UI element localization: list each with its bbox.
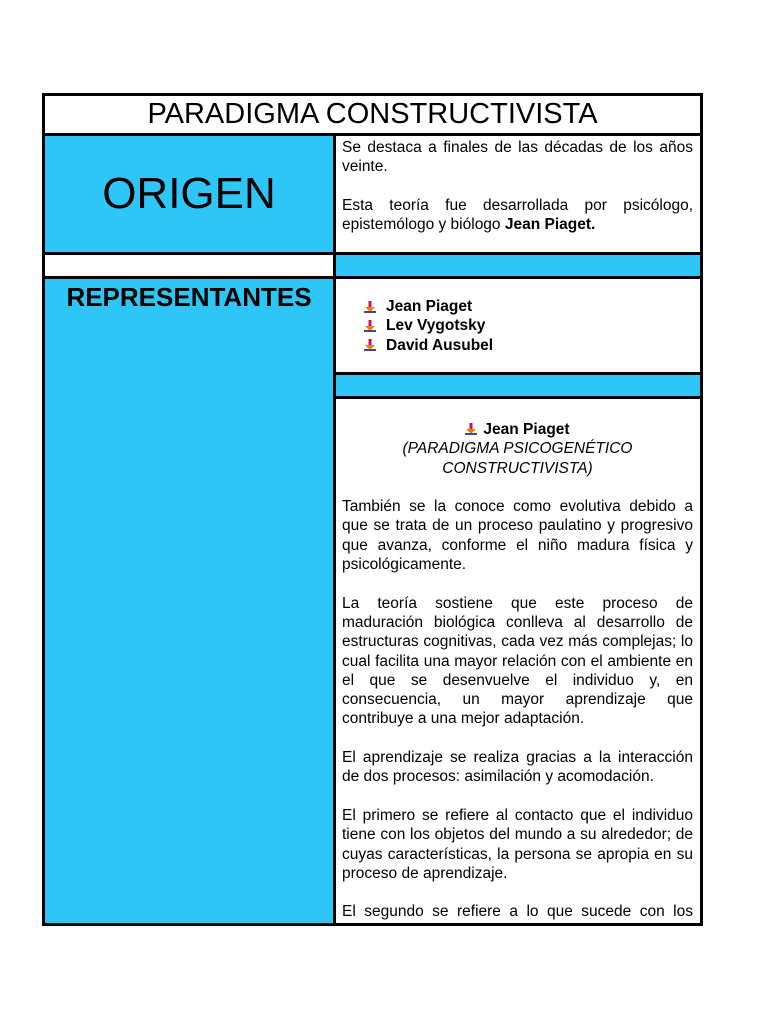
origin-label-cell — [45, 136, 333, 252]
arrow-down-bullet-icon — [364, 320, 376, 332]
arrow-down-bullet-icon — [364, 339, 376, 351]
origin-label: ORIGEN — [102, 169, 276, 218]
piaget-paragraph: La teoría sostiene que este proceso de maduración biológica conlleva al desarrollo de estructuras cognitivas, cada vez más complejas; lo cual facilita una mayor relación con el ambiente en el que se desenvuelve el individuo y, en consecuencia, un mayor aprendizaje que contribuye a una mejor adaptación. — [342, 594, 693, 728]
list-item — [364, 336, 700, 355]
arrow-down-bullet-icon — [364, 301, 376, 313]
piaget-section — [336, 399, 700, 923]
representatives-label-cell — [45, 279, 333, 923]
piaget-heading — [342, 420, 693, 439]
representatives-label: REPRESENTANTES — [66, 282, 312, 312]
piaget-paragraph: El primero se refiere al contacto que el individuo tiene con los objetos del mundo a su alrededor; de cuyas características, la persona se apropia en su proceso de aprendizaje. — [342, 806, 693, 882]
origin-paragraph-2 — [342, 196, 693, 235]
piaget-subtitle: (PARADIGMA PSICOGENÉTICO CONSTRUCTIVISTA) — [402, 440, 633, 477]
origin-paragraph-2-bold: Jean Piaget. — [504, 216, 596, 234]
piaget-heading-label: Jean Piaget — [483, 421, 570, 438]
page-title: PARADIGMA CONSTRUCTIVISTA — [45, 96, 700, 133]
origin-text-cell — [336, 136, 700, 252]
piaget-paragraph: También se la conoce como evolutiva debido a que se trata de un proceso paulatino y progresivo que avanza, conforme el niño madura física y psicológicamente. — [342, 498, 693, 574]
origin-paragraph-1: Se destaca a finales de las décadas de los años veinte. — [342, 139, 693, 176]
spacer-right-cell-2 — [336, 375, 700, 396]
spacer-right-cell — [336, 255, 700, 276]
arrow-down-bullet-icon — [465, 423, 477, 435]
list-item — [364, 316, 700, 335]
list-item-label: Jean Piaget — [386, 298, 473, 315]
piaget-paragraph: El segundo se refiere a lo que sucede con los — [342, 903, 693, 921]
origin-paragraph-2-text: Esta teoría fue desarrollada por psicólogo, epistemólogo y biólogo — [342, 196, 693, 234]
list-item-label: Lev Vygotsky — [386, 317, 486, 335]
paradigm-table — [42, 93, 703, 926]
spacer-left-cell — [45, 255, 333, 276]
piaget-paragraph: El aprendizaje se realiza gracias a la interacción de dos procesos: asimilación y acomodación. — [342, 749, 693, 786]
list-item-label: David Ausubel — [386, 336, 494, 354]
representatives-list — [336, 279, 700, 372]
list-item — [364, 297, 700, 316]
